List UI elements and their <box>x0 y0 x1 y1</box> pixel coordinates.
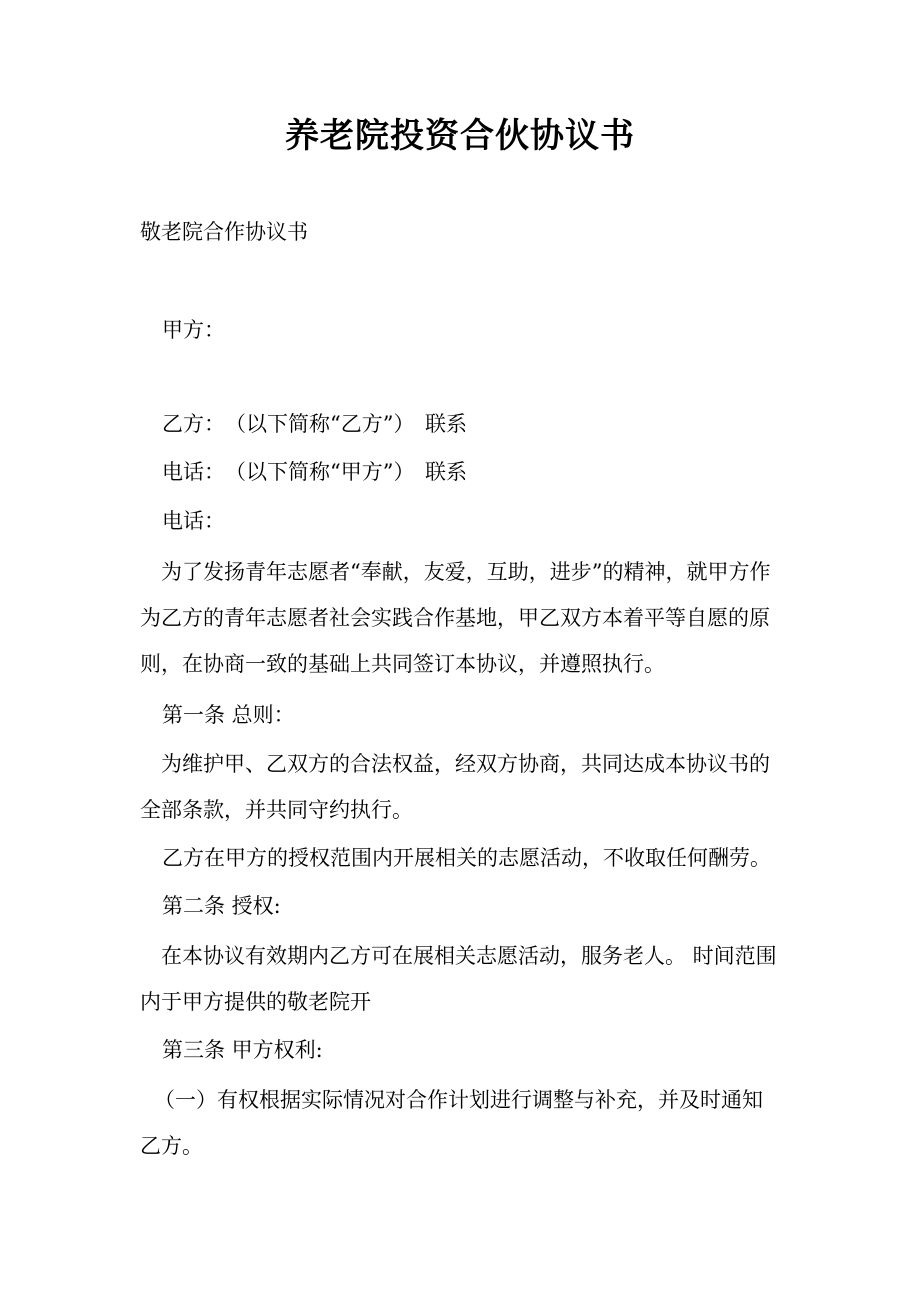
phone-line-1: 电话： （以下简称“甲方”） 联系 <box>162 460 467 484</box>
article-3-item-1: （一）有权根据实际情况对合作计划进行调整与补充，并及时通知乙方。 <box>140 1088 763 1158</box>
document-subtitle: 敬老院合作协议书 <box>140 220 308 244</box>
intro-paragraph: 为了发扬青年志愿者“奉献，友爱，互助，进步”的精神，就甲方作为乙方的青年志愿者社会实践合作基地，甲乙双方本着平等自愿的原则，在协商一致的基础上共同签订本协议，并遵照执行。 <box>140 560 771 676</box>
article-2-heading: 第二条 授权: <box>162 894 281 918</box>
party-a-label: 甲方： <box>162 318 225 342</box>
article-2-paragraph: 在本协议有效期内乙方可在展相关志愿活动，服务老人。 时间范围内于甲方提供的敬老院开 <box>140 944 777 1014</box>
phone-line-2: 电话： <box>162 509 225 533</box>
article-3-heading: 第三条 甲方权利: <box>162 1038 323 1062</box>
article-1-paragraph-1: 为维护甲、乙双方的合法权益，经双方协商，共同达成本协议书的全部条款，并共同守约执行。 <box>140 752 770 822</box>
party-b-line: 乙方： （以下简称“乙方”） 联系 <box>162 412 467 436</box>
document-title: 养老院投资合伙协议书 <box>285 116 635 156</box>
article-1-heading: 第一条 总则： <box>162 703 295 727</box>
article-1-paragraph-2: 乙方在甲方的授权范围内开展相关的志愿活动，不收取任何酬劳。 <box>162 846 771 870</box>
